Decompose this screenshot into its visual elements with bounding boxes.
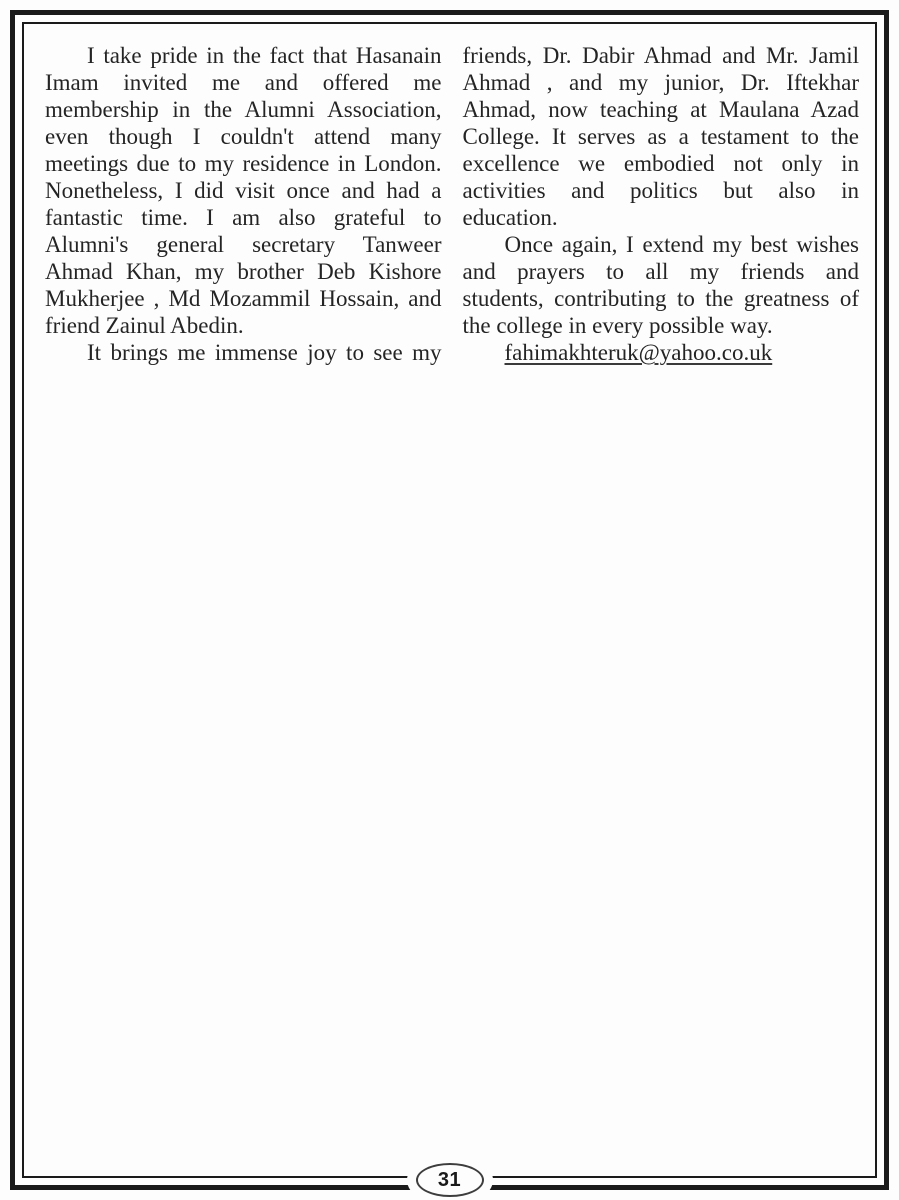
text-line: Ahmad Khan, my brother Deb Kishore [45,259,442,284]
text-line: the college in every possible way. [462,313,773,338]
page-number-badge [416,1163,484,1197]
text-line: I take pride in the fact that Hasanain [87,43,442,68]
text-line: friend Zainul Abedin. [45,313,244,338]
text-line: meetings due to my residence in London. [45,151,442,176]
text-line: College. It serves as a testament to the [462,124,859,149]
text-line: students, contributing to the greatness of [462,286,859,311]
text-line: friends, Dr. Dabir Ahmad and Mr. Jamil [462,43,859,68]
text-line: Mukherjee , Md Mozammil Hossain, and [45,286,442,311]
text-line: excellence we embodied not only in [462,151,859,176]
page-content [45,42,859,366]
text-line: education. [462,205,558,230]
text-column-right [463,42,860,366]
text-line: and prayers to all my friends and [462,259,859,284]
text-line: fantastic time. I am also grateful to [45,205,442,230]
text-line: Ahmad , and my junior, Dr. Iftekhar [462,70,859,95]
text-line: membership in the Alumni Association, [45,97,442,122]
text-line: It brings me immense joy to see my [87,340,442,365]
text-line: even though I couldn't attend many [45,124,442,149]
text-line: Once again, I extend my best wishes [504,232,859,257]
text-column-left [45,42,442,366]
page-number: 31 [437,1168,462,1191]
text-line: Nonetheless, I did visit once and had a [45,178,442,203]
text-line: Alumni's general secretary Tanweer [45,232,442,257]
text-line: Ahmad, now teaching at Maulana Azad [462,97,859,122]
email-address: fahimakhteruk@yahoo.co.uk [504,340,773,365]
text-line: activities and politics but also in [462,178,859,203]
text-line: Imam invited me and offered me [45,70,442,95]
